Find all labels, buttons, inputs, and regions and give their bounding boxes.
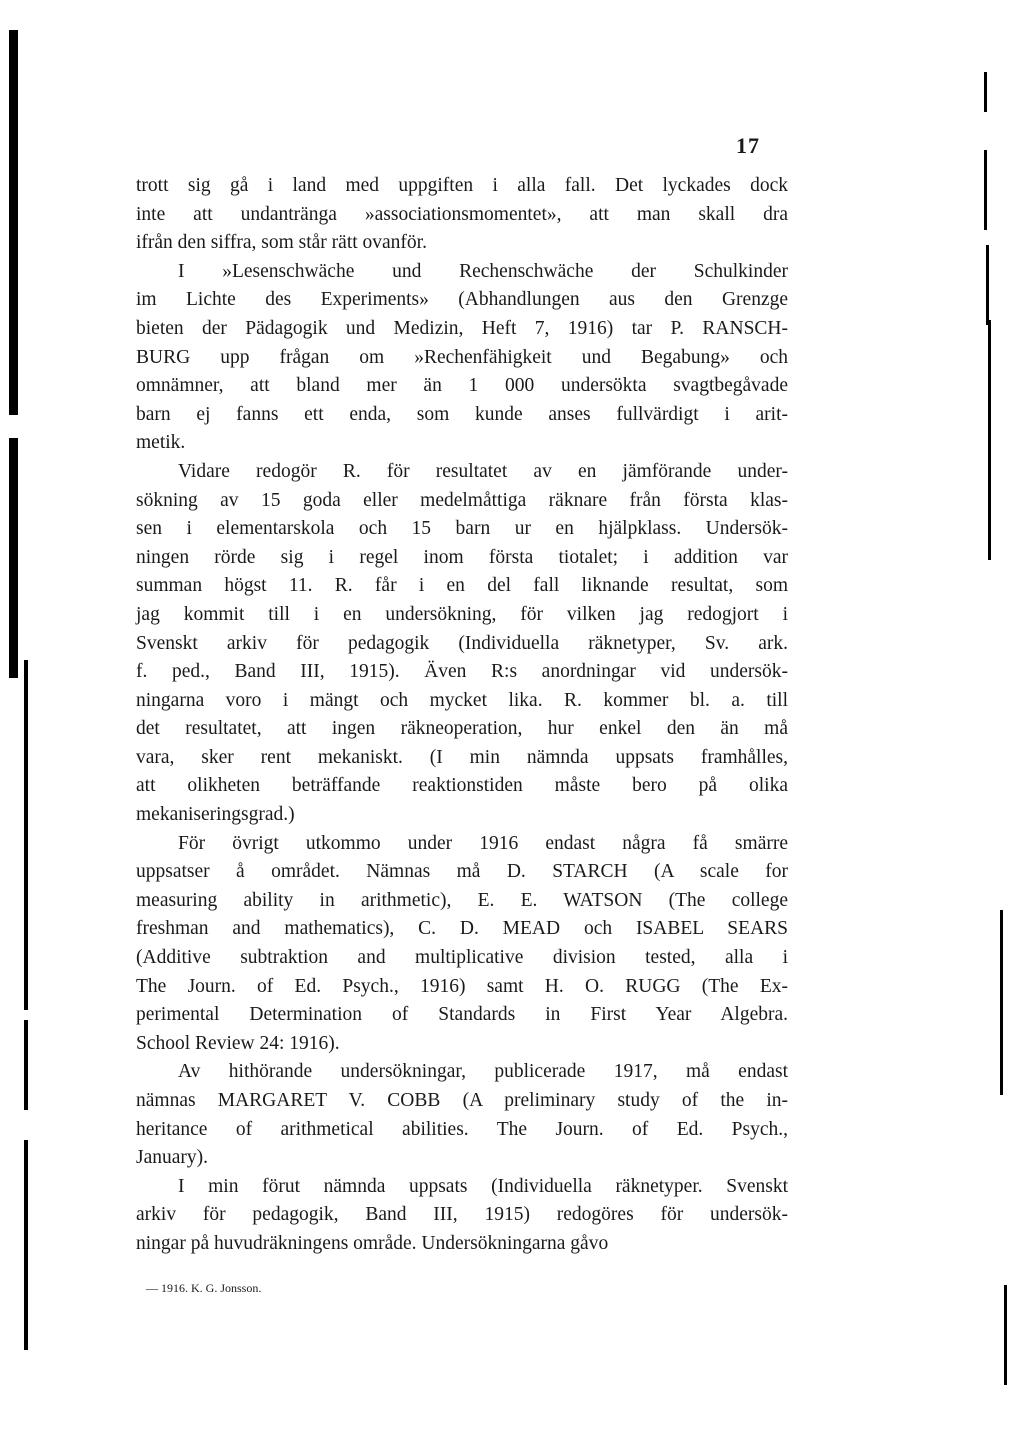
scan-margin-right-e: [1004, 1285, 1007, 1385]
scan-margin-right-a: [984, 150, 987, 230]
text-line: barn ej fanns ett enda, som kunde anses fullvärdigt i arit-: [136, 403, 788, 425]
text-line: sen i elementarskola och 15 barn ur en hjälpklass. Undersök-: [136, 518, 788, 540]
text-line: att olikheten beträffande reaktionstiden måste bero på olika: [136, 775, 788, 797]
text-line: sökning av 15 goda eller medelmåttiga räknare från första klas-: [136, 489, 788, 511]
text-line: Vidare redogör R. för resultatet av en jämförande under-: [178, 460, 788, 482]
text-line: För övrigt utkommo under 1916 endast några få smärre: [178, 832, 788, 854]
scan-margin-right-c: [988, 320, 991, 560]
text-line: School Review 24: 1916).: [136, 1032, 340, 1054]
text-line: I min förut nämnda uppsats (Individuella räknetyper. Svenskt: [178, 1175, 788, 1197]
text-line: vara, sker rent mekaniskt. (I min nämnda uppsats framhålles,: [136, 746, 788, 768]
text-line: heritance of arithmetical abilities. The Journ. of Ed. Psych.,: [136, 1118, 788, 1140]
scan-margin-left-lower: [24, 660, 28, 1010]
text-line: f. ped., Band III, 1915). Även R:s anordningar vid undersök-: [136, 661, 788, 683]
text-line: Av hithörande undersökningar, publicerade 1917, må endast: [178, 1061, 788, 1083]
text-line: ningarna voro i mängt och mycket lika. R. kommer bl. a. till: [136, 689, 788, 711]
text-line: inte att undantränga »associationsmomentet», att man skall dra: [136, 203, 788, 225]
text-line: ningen rörde sig i regel inom första tiotalet; i addition var: [136, 546, 788, 568]
scan-margin-left-foot: [24, 1140, 28, 1350]
text-line: (Additive subtraktion and multiplicative division tested, alla i: [136, 947, 788, 969]
text-line: perimental Determination of Standards in First Year Algebra.: [136, 1004, 788, 1026]
scan-margin-left-bottom: [24, 1020, 28, 1110]
text-line: summan högst 11. R. får i en del fall liknande resultat, som: [136, 575, 788, 597]
text-line: measuring ability in arithmetic), E. E. WATSON (The college: [136, 889, 788, 911]
text-line: jag kommit till i en undersökning, för vilken jag redogjort i: [136, 603, 788, 625]
text-line: January).: [136, 1147, 209, 1169]
text-line: Svenskt arkiv för pedagogik (Individuella räknetyper, Sv. ark.: [136, 632, 788, 654]
scan-margin-right-b: [986, 245, 989, 325]
text-line: mekaniseringsgrad.): [136, 804, 295, 826]
text-line: I »Lesenschwäche und Rechenschwäche der Schulkinder: [178, 260, 788, 282]
text-line: omnämner, att bland mer än 1 000 undersökta svagtbegåvade: [136, 375, 788, 397]
text-line: metik.: [136, 432, 186, 454]
text-line: ningar på huvudräkningens område. Undersökningarna gåvo: [136, 1232, 609, 1254]
text-line: BURG upp frågan om »Rechenfähigkeit und Begabung» och: [136, 346, 788, 368]
text-line: arkiv för pedagogik, Band III, 1915) redogöres för undersök-: [136, 1204, 788, 1226]
text-line: bieten der Pädagogik und Medizin, Heft 7, 1916) tar P. RANSCH-: [136, 317, 788, 339]
text-line: freshman and mathematics), C. D. MEAD och ISABEL SEARS: [136, 918, 788, 940]
page-number: 17: [736, 133, 760, 158]
scan-margin-right-d: [1000, 910, 1003, 1095]
text-line: nämnas MARGARET V. COBB (A preliminary study of the in-: [136, 1090, 788, 1111]
text-line: im Lichte des Experiments» (Abhandlungen aus den Grenzge: [136, 289, 788, 311]
text-line: det resultatet, att ingen räkneoperation, hur enkel den än må: [136, 718, 788, 740]
scan-margin-left-mid: [9, 438, 18, 678]
text-line: trott sig gå i land med uppgiften i alla fall. Det lyckades dock: [136, 175, 788, 196]
scan-margin-left-top: [9, 30, 18, 415]
text-line: ifrån den siffra, som står rätt ovanför.: [136, 232, 427, 254]
body-text: [136, 172, 788, 1259]
text-line: The Journ. of Ed. Psych., 1916) samt H. O. RUGG (The Ex-: [136, 975, 788, 997]
text-line: uppsatser å området. Nämnas må D. STARCH (A scale for: [136, 861, 788, 883]
printer-footer: — 1916. K. G. Jonsson.: [146, 1280, 262, 1295]
scan-margin-right-top: [984, 72, 987, 112]
